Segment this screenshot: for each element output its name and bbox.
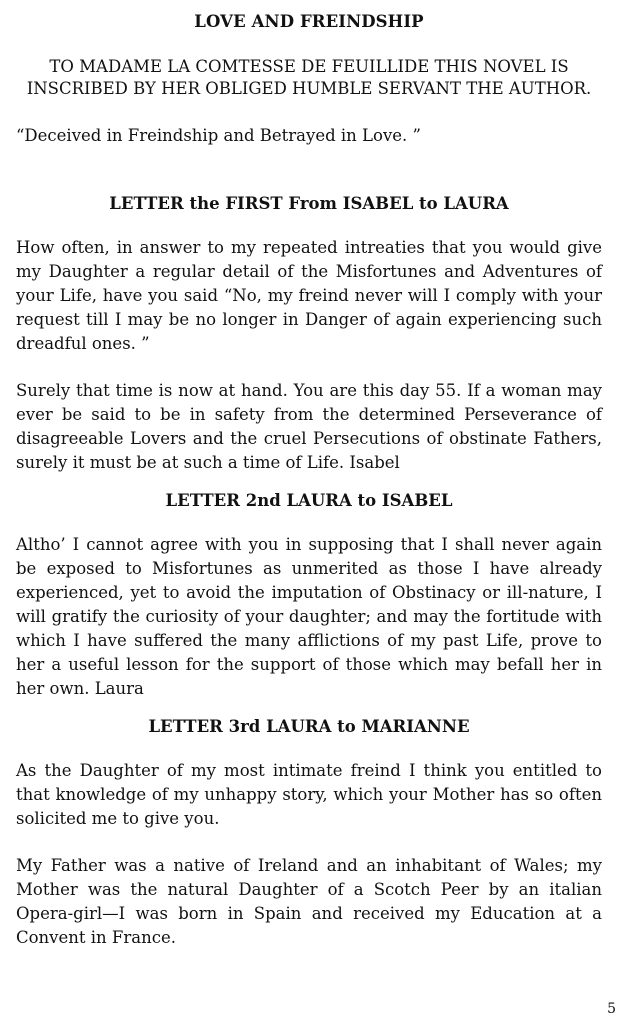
epigraph: “Deceived in Freindship and Betrayed in Love. ” bbox=[16, 126, 421, 145]
letter-1-paragraph-1: How often, in answer to my repeated intreaties that you would give my Daughter a regular detail of the Misfortunes and Adventures of your Life, have you said “No, my freind never will I comply with your request till I may be no longer in Danger of again experiencing such dreadful ones. ” bbox=[16, 238, 602, 353]
page-number: 5 bbox=[607, 1001, 616, 1017]
letter-1-paragraph-2: Surely that time is now at hand. You are this day 55. If a woman may ever be said to be in safety from the determined Perseverance of disagreeable Lovers and the cruel Persecutions of obstinate Fathers, surely it must be at such a time of Life. Isabel bbox=[16, 381, 602, 472]
book-title: LOVE AND FREINDSHIP bbox=[194, 12, 424, 31]
letter-2-heading: LETTER 2nd LAURA to ISABEL bbox=[165, 491, 453, 510]
letter-1-heading: LETTER the FIRST From ISABEL to LAURA bbox=[109, 194, 509, 213]
document-page bbox=[16, 10, 602, 950]
letter-2-paragraph-1: Altho’ I cannot agree with you in supposing that I shall never again be exposed to Misfortunes as unmerited as those I have already experienced, yet to avoid the imputation of Obstinacy or ill-nature, I will gratify the curiosity of your daughter; and may the fortitude with which I have suffered the many afflictions of my past Life, prove to her a useful lesson for the support of those which may befall her in her own. Laura bbox=[16, 535, 602, 698]
letter-3-paragraph-1: As the Daughter of my most intimate freind I think you entitled to that knowledge of my unhappy story, which your Mother has so often solicited me to give you. bbox=[16, 761, 602, 828]
letter-3-heading: LETTER 3rd LAURA to MARIANNE bbox=[148, 717, 470, 736]
letter-3-paragraph-2: My Father was a native of Ireland and an inhabitant of Wales; my Mother was the natural Daughter of a Scotch Peer by an italian Opera-girl—I was born in Spain and received my Education at a Convent in France. bbox=[16, 856, 602, 947]
dedication: TO MADAME LA COMTESSE DE FEUILLIDE THIS NOVEL IS INSCRIBED BY HER OBLIGED HUMBLE SERVANT THE AUTHOR. bbox=[26, 57, 592, 98]
